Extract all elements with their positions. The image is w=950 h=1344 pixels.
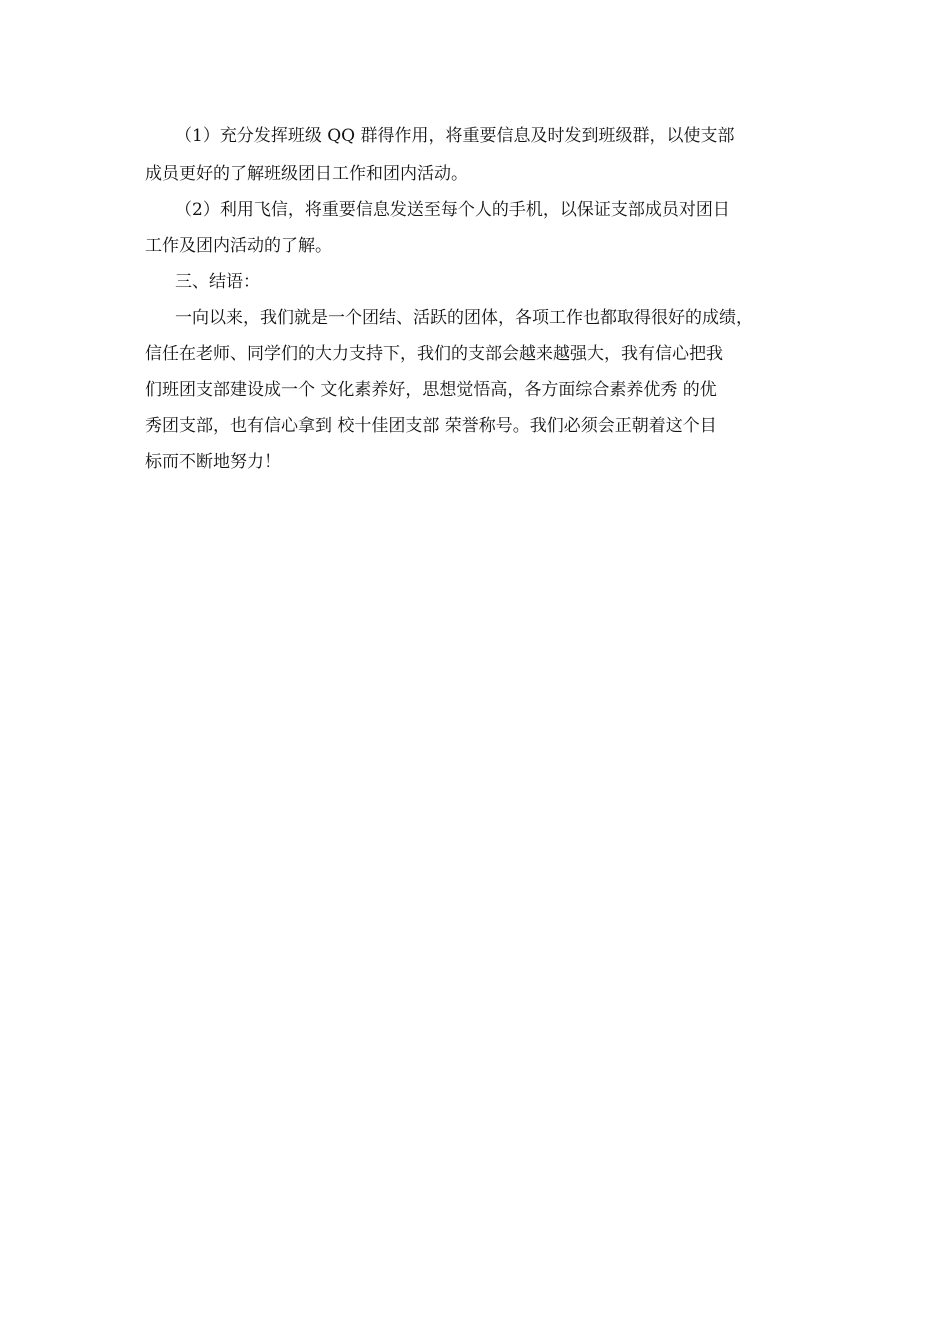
paragraph-3-line-1: 一向以来，我们就是一个团结、活跃的团体，各项工作也都取得很好的成绩， bbox=[175, 308, 753, 328]
paragraph-1-line-2: 成员更好的了解班级团日工作和团内活动。 bbox=[145, 164, 468, 184]
paragraph-1-line-1: （1）充分发挥班级 QQ 群得作用，将重要信息及时发到班级群，以使支部 bbox=[175, 126, 735, 146]
paragraph-2-line-2: 工作及团内活动的了解。 bbox=[145, 236, 332, 256]
paragraph-3-line-2: 信任在老师、同学们的大力支持下，我们的支部会越来越强大，我有信心把我 bbox=[145, 344, 723, 364]
paragraph-2-line-1: （2）利用飞信，将重要信息发送至每个人的手机，以保证支部成员对团日 bbox=[175, 200, 730, 220]
paragraph-3-line-3: 们班团支部建设成一个 文化素养好，思想觉悟高，各方面综合素养优秀 的优 bbox=[145, 380, 717, 400]
section-heading-conclusion: 三、结语： bbox=[175, 272, 260, 292]
paragraph-3-line-4: 秀团支部，也有信心拿到 校十佳团支部 荣誉称号。我们必须会正朝着这个目 bbox=[145, 416, 717, 436]
paragraph-3-line-5: 标而不断地努力！ bbox=[145, 452, 281, 472]
